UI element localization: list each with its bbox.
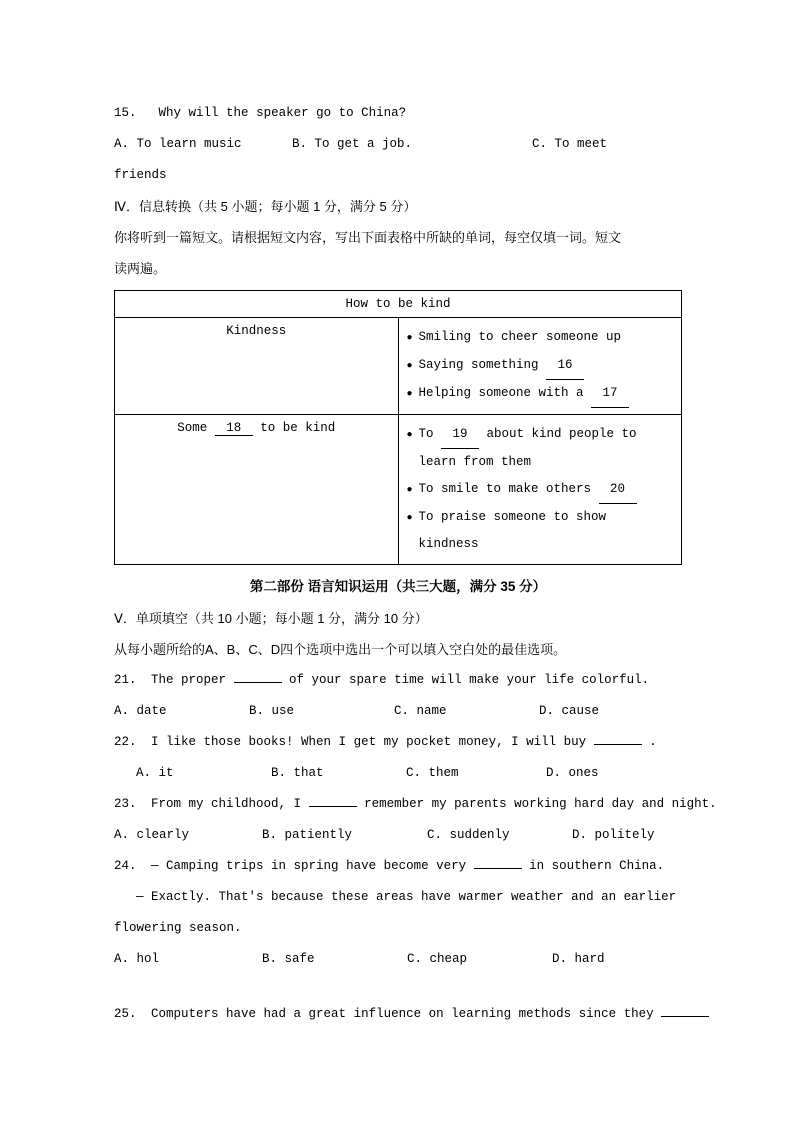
question-24-number: 24. — [114, 859, 137, 873]
bullet-icon: ● — [406, 389, 413, 400]
bullet-icon: ● — [406, 513, 413, 524]
question-23-stem-pre: From my childhood, I — [151, 797, 309, 811]
answer-blank-23[interactable] — [309, 806, 357, 807]
question-22-option-a[interactable]: A. it — [136, 766, 174, 780]
table-cell-some-ways — [115, 415, 399, 565]
question-23-option-c[interactable]: C. suddenly — [427, 828, 510, 842]
bullet-text-post: about kind people to learn from them — [418, 427, 637, 469]
table-header-row — [115, 291, 682, 318]
question-24-stem-pre: — Camping trips in spring have become very — [151, 859, 474, 873]
table-cell-kindness-bullets — [398, 318, 682, 415]
table-title: How to be kind — [115, 291, 682, 318]
question-25-stem-pre: Computers have had a great influence on learning methods since they — [151, 1007, 662, 1021]
question-21-option-c[interactable]: C. name — [394, 704, 447, 718]
answer-blank-17[interactable]: 17 — [591, 380, 629, 408]
section-4-instruction-line2: 读两遍。 — [114, 261, 167, 276]
question-22-option-c[interactable]: C. them — [406, 766, 459, 780]
list-item — [407, 352, 674, 380]
question-24-options — [114, 944, 682, 975]
bullet-icon: ● — [406, 430, 413, 441]
bullet-text — [419, 380, 673, 408]
question-23-number: 23. — [114, 797, 137, 811]
answer-blank-18[interactable]: 18 — [215, 421, 253, 436]
bullet-text-pre: Helping someone with a — [418, 386, 592, 400]
question-23-options — [114, 820, 682, 851]
part-2-title: 第二部份 语言知识运用（共三大题，满分 35 分） — [249, 579, 547, 594]
question-24-option-d[interactable]: D. hard — [552, 952, 605, 966]
question-21-option-b[interactable]: B. use — [249, 704, 295, 718]
section-4-heading: Ⅳ．信息转换（共 5 小题；每小题 1 分，满分 5 分） — [114, 199, 417, 214]
question-15 — [114, 98, 682, 129]
question-21-option-d[interactable]: D. cause — [539, 704, 600, 718]
answer-blank-25[interactable] — [661, 1016, 709, 1017]
list-item — [407, 380, 674, 408]
answer-blank-16[interactable]: 16 — [546, 352, 584, 380]
table-row — [115, 318, 682, 415]
question-21-number: 21. — [114, 673, 137, 687]
spacer — [114, 975, 682, 999]
question-15-option-c[interactable]: C. To meet — [532, 137, 608, 151]
bullet-icon: ● — [406, 485, 413, 496]
question-22-number: 22. — [114, 735, 137, 749]
answer-blank-21[interactable] — [234, 682, 282, 683]
question-21-stem-pre: The proper — [151, 673, 234, 687]
question-22-stem-pre: I like those books! When I get my pocket money, I will buy — [151, 735, 594, 749]
question-25 — [114, 999, 682, 1030]
bullet-text: To praise someone to show kindness — [418, 510, 607, 551]
question-22-option-b[interactable]: B. that — [271, 766, 324, 780]
table-row — [115, 415, 682, 565]
question-23-option-b[interactable]: B. patiently — [262, 828, 353, 842]
list-item — [407, 324, 674, 352]
question-22-option-d[interactable]: D. ones — [546, 766, 599, 780]
bullet-text-pre: To smile to make others — [418, 482, 599, 496]
section-4-instruction-line1: 你将听到一篇短文。请根据短文内容，写出下面表格中所缺的单词，每空仅填一词。短文 — [114, 230, 622, 245]
bullet-text-pre: To — [418, 427, 442, 441]
question-23-stem-post: remember my parents working hard day and night. — [356, 797, 717, 811]
bullet-icon: ● — [406, 333, 413, 344]
page-content — [114, 98, 717, 1030]
kindness-table — [114, 290, 682, 565]
question-21-stem-post: of your spare time will make your life colorful. — [281, 673, 650, 687]
question-15-options — [114, 129, 682, 160]
question-22-stem-post: . — [641, 735, 657, 749]
bullet-text: Smiling to cheer someone up — [418, 330, 622, 344]
question-21 — [114, 665, 682, 696]
section-5-heading: Ⅴ．单项填空（共 10 小题；每小题 1 分，满分 10 分） — [114, 611, 428, 626]
answer-blank-24[interactable] — [474, 868, 522, 869]
bullet-text — [419, 352, 673, 380]
question-25-number: 25. — [114, 1007, 137, 1021]
bullet-text — [419, 421, 673, 476]
question-22 — [114, 727, 682, 758]
list-item — [407, 476, 674, 504]
question-24-option-b[interactable]: B. safe — [262, 952, 315, 966]
question-24-stem-post: in southern China. — [521, 859, 665, 873]
question-24 — [114, 851, 682, 882]
question-24-option-c[interactable]: C. cheap — [407, 952, 468, 966]
question-24-stem-line2 — [114, 882, 682, 913]
answer-blank-19[interactable]: 19 — [441, 421, 479, 449]
question-15-option-c-cont: friends — [114, 168, 167, 182]
bullet-text-pre: Saying something — [418, 358, 547, 372]
question-15-stem: Why will the speaker go to China? — [158, 106, 407, 120]
question-24-option-a[interactable]: A. hol — [114, 952, 160, 966]
answer-blank-22[interactable] — [594, 744, 642, 745]
question-22-options — [114, 758, 682, 789]
question-23-option-d[interactable]: D. politely — [572, 828, 655, 842]
question-15-option-b[interactable]: B. To get a job. — [292, 137, 413, 151]
bullet-icon: ● — [406, 361, 413, 372]
question-21-options — [114, 696, 682, 727]
bullet-text — [419, 476, 673, 504]
table-cell-some-pre: Some — [177, 421, 215, 435]
question-23 — [114, 789, 717, 820]
question-24-stem-line2-text: — Exactly. That's because these areas have warmer weather and an earlier — [136, 890, 677, 904]
section-5-instruction: 从每小题所给的A、B、C、D四个选项中选出一个可以填入空白处的最佳选项。 — [114, 642, 567, 657]
question-23-option-a[interactable]: A. clearly — [114, 828, 190, 842]
list-item — [407, 421, 674, 476]
question-15-number: 15. — [114, 106, 137, 120]
table-cell-some-post: to be kind — [252, 421, 336, 435]
list-item — [407, 504, 674, 558]
table-cell-kindness-label: Kindness — [115, 318, 399, 415]
question-21-option-a[interactable]: A. date — [114, 704, 167, 718]
question-24-stem-line3: flowering season. — [114, 921, 242, 935]
answer-blank-20[interactable]: 20 — [599, 476, 637, 504]
table-cell-some-bullets — [398, 415, 682, 565]
question-15-option-a[interactable]: A. To learn music — [114, 137, 242, 151]
